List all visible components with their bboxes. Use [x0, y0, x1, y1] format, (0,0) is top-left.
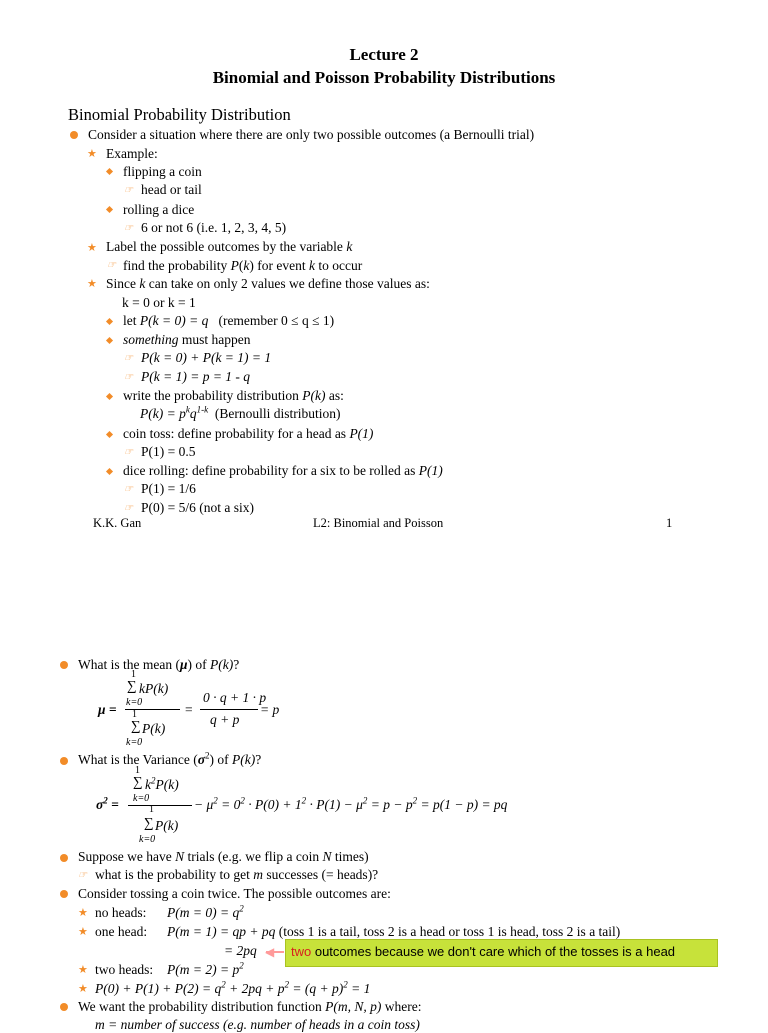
bullet-dice-rolling: dice rolling: define probability for a six to be rolled as P(1) — [123, 463, 443, 478]
bullet-flipping: flipping a coin — [123, 164, 202, 179]
two-heads-equation: $P(m = 2) = p^2$ — [167, 960, 244, 977]
sum-icon: ∑ — [131, 718, 141, 733]
fraction-line — [200, 709, 258, 710]
dice-probability-six: P(1) = 1/6 — [141, 481, 196, 496]
bullet-example: Example: — [106, 146, 158, 161]
sum-icon: ∑ — [133, 774, 143, 789]
bullet-diamond-icon — [106, 206, 113, 213]
dice-probability-not-six: P(0) = 5/6 (not a six) — [141, 500, 254, 515]
lecture-number: Lecture 2 — [349, 45, 419, 64]
footer-title: L2: Binomial and Poisson — [313, 516, 444, 530]
bullet-diamond-icon — [106, 393, 113, 400]
bullet-diamond-icon — [106, 431, 113, 438]
sum-index: k=0 — [133, 793, 150, 804]
sum-upper-limit: 1 — [149, 804, 154, 815]
bullet-star-icon: ★ — [78, 907, 88, 919]
bullet-head-tail: head or tail — [141, 182, 202, 197]
bullet-star-icon: ★ — [87, 242, 97, 254]
variance-symbol: $\sigma^2$ = — [96, 795, 119, 812]
bullet-dot-icon — [60, 661, 68, 669]
footer-author: K.K. Gan — [93, 516, 142, 530]
mean-result: = p — [260, 702, 280, 717]
k-values: k = 0 or k = 1 — [122, 295, 196, 310]
bullet-pointer-icon: ☞ — [124, 503, 133, 514]
bullet-pointer-icon: ☞ — [78, 870, 87, 881]
mean-denominator: P(k) — [142, 721, 166, 736]
bullet-tossing-twice: Consider tossing a coin twice. The possible outcomes are: — [78, 886, 391, 901]
bullet-rolling: rolling a dice — [123, 202, 195, 217]
bullet-pointer-icon: ☞ — [124, 353, 133, 364]
bullet-m-successes: what is the probability to get m successes (= heads)? — [95, 867, 379, 882]
bullet-star-icon: ★ — [87, 278, 97, 290]
variance-denominator: P(k) — [155, 818, 179, 833]
bullet-star-icon: ★ — [87, 148, 97, 160]
bullet-star-icon: ★ — [78, 926, 88, 938]
bullet-pointer-icon: ☞ — [124, 223, 133, 234]
bullet-pointer-icon: ☞ — [124, 185, 133, 196]
annotation-text: two outcomes because we don't care which of the tosses is a head — [291, 944, 676, 959]
bullet-dot-icon — [60, 890, 68, 898]
bullet-diamond-icon — [106, 318, 113, 325]
bullet-dot-icon — [70, 131, 78, 139]
section-heading: Binomial Probability Distribution — [68, 105, 291, 124]
bullet-pointer-icon: ☞ — [124, 372, 133, 383]
bernoulli-formula: $P(k) = p^kq^{1-k}$ (Bernoulli distribution) — [140, 404, 341, 421]
mean-numerator: kP(k) — [139, 681, 169, 696]
footer-page-number: 1 — [666, 516, 673, 530]
bullet-since-k: Since k can take on only 2 values we define those values as: — [106, 276, 430, 291]
sum-upper-limit: 1 — [131, 669, 136, 680]
variance-question: What is the Variance $(\sigma^2)$ of P(k)? — [78, 750, 262, 767]
arrow-head-icon: ◀ — [265, 945, 275, 959]
bullet-diamond-icon — [106, 168, 113, 175]
equation-sum-one: P(k = 0) + P(k = 1) = 1 — [141, 350, 272, 365]
bullet-label-outcomes: Label the possible outcomes by the variable k — [106, 239, 353, 254]
variance-expansion: − $\mu^2 = 0^2 \cdot P(0) + 1^2 \cdot P(1) - \mu^2 = p - p^2 = p(1 - p)$ = pq — [194, 795, 508, 812]
mean-question: What is the mean (μ) of P(k)? — [78, 657, 240, 672]
coin-probability: P(1) = 0.5 — [141, 444, 196, 459]
bullet-let-q: let P(k = 0) = q (remember 0 ≤ q ≤ 1) — [123, 313, 335, 328]
bullet-star-icon: ★ — [78, 964, 88, 976]
bullet-distribution-function: We want the probability distribution function P(m, N, p) where: — [78, 999, 422, 1014]
variance-numerator: $k^2P(k)$ — [145, 775, 179, 792]
mean-symbol: μ = — [98, 702, 117, 717]
no-heads-equation: $P(m = 0) = q^2$ — [167, 903, 244, 920]
bullet-diamond-icon — [106, 468, 113, 475]
bullet-dot-icon — [60, 757, 68, 765]
bullet-pointer-icon: ☞ — [107, 260, 116, 271]
sum-icon: ∑ — [144, 815, 154, 830]
bullet-coin-toss: coin toss: define probability for a head as P(1) — [123, 426, 374, 441]
probability-sum-equation: $P(0) + P(1) + P(2) = q^2 + 2pq + p^2 = (q + p)^2 = 1$ — [95, 979, 371, 996]
sum-index: k=0 — [139, 834, 156, 845]
mean-middle-denominator: q + p — [210, 712, 240, 727]
bullet-six: 6 or not 6 (i.e. 1, 2, 3, 4, 5) — [141, 220, 287, 235]
bullet-pointer-icon: ☞ — [124, 447, 133, 458]
bullet-find-probability: find the probability P(k) for event k to occur — [123, 258, 363, 273]
bullet-star-icon: ★ — [78, 983, 88, 995]
equals-sign: = — [185, 702, 193, 717]
bullet-dot-icon — [60, 1003, 68, 1011]
sum-index: k=0 — [126, 737, 143, 748]
bullet-pointer-icon: ☞ — [124, 484, 133, 495]
sum-upper-limit: 1 — [132, 709, 137, 720]
two-heads-label: two heads: — [95, 962, 154, 977]
mean-middle-numerator: 0 · q + 1 · p — [203, 690, 267, 705]
lecture-title: Binomial and Poisson Probability Distributions — [212, 68, 556, 87]
sum-icon: ∑ — [127, 678, 137, 693]
m-definition: m = number of success (e.g. number of heads in a coin toss) — [95, 1017, 420, 1032]
bullet-diamond-icon — [106, 337, 113, 344]
equation-p: P(k = 1) = p = 1 - q — [141, 369, 251, 384]
bullet-dot-icon — [60, 854, 68, 862]
bullet-n-trials: Suppose we have N trials (e.g. we flip a coin N times) — [78, 849, 369, 864]
bullet-bernoulli: Consider a situation where there are only two possible outcomes (a Bernoulli trial) — [88, 127, 535, 142]
no-heads-label: no heads: — [95, 905, 147, 920]
fraction-line — [128, 805, 192, 806]
sum-upper-limit: 1 — [135, 765, 140, 776]
sum-index: k=0 — [126, 697, 143, 708]
bullet-something: something must happen — [123, 332, 251, 347]
one-head-equation: P(m = 1) = qp + pq (toss 1 is a tail, toss 2 is a head or toss 1 is head, toss 2 is a tail) — [167, 924, 621, 939]
one-head-label: one head: — [95, 924, 148, 939]
one-head-result: = 2pq — [224, 943, 257, 958]
bullet-write-distribution: write the probability distribution P(k) as: — [123, 388, 344, 403]
